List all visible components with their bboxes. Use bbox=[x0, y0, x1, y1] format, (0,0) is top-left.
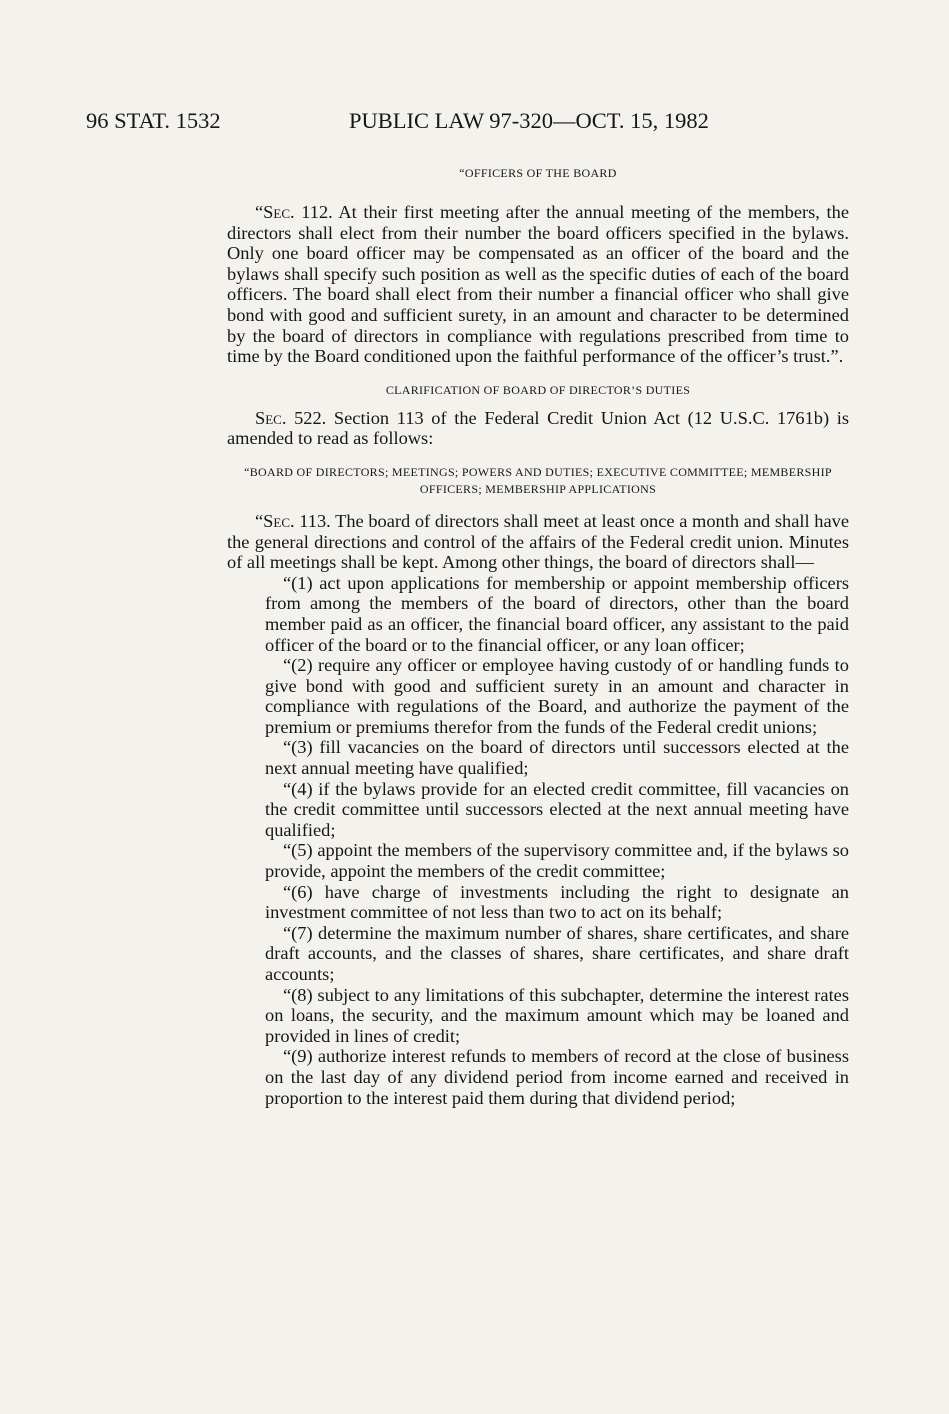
section-522-text: 522. Section 113 of the Federal Credit Union Act (12 U.S.C. 1761b) is amended to read as follows: bbox=[227, 407, 849, 449]
statute-citation: 96 STAT. 1532 bbox=[86, 108, 221, 133]
page-header bbox=[86, 108, 866, 142]
section-113-text: 113. The board of directors shall meet at least once a month and shall have the general directions and control of the affairs of the Federal credit union. Minutes of all meetings shall be kept. Among other things, the board of directors shall— bbox=[227, 510, 849, 573]
duty-item-5: “(5) appoint the members of the supervisory committee and, if the bylaws so provide, appoint the members of the credit committee; bbox=[265, 840, 849, 882]
section-112 bbox=[227, 202, 849, 367]
section-112-text: 112. At their first meeting after the annual meeting of the members, the directors shall elect from their number the board officers specified in the bylaws. Only one board officer may be compensated as an officer of the board and the bylaws shall specify such position as well as the specific duties of each of the board officers. The board shall elect from their number a financial officer who shall give bond with good and sufficient surety, in an amount and character to be determined by the board of directors in compliance with regulations prescribed from time to time by the Board conditioned upon the faithful performance of the officer’s trust.”. bbox=[227, 202, 849, 367]
duty-item-8: “(8) subject to any limitations of this subchapter, determine the interest rates on loans, the security, and the maximum amount which may be loaned and provided in lines of credit; bbox=[265, 984, 849, 1046]
duty-item-9: “(9) authorize interest refunds to members of record at the close of business on the last day of any dividend period from income earned and received in proportion to the interest paid them during that dividend period; bbox=[265, 1046, 849, 1108]
section-113 bbox=[227, 511, 849, 573]
board-of-directors-heading: “BOARD OF DIRECTORS; MEETINGS; POWERS AND DUTIES; EXECUTIVE COMMITTEE; MEMBERSHIP OFFICERS; MEMBERSHIP APPLICATIONS bbox=[244, 464, 832, 496]
main-text bbox=[227, 165, 849, 1108]
section-112-label: “Sec. bbox=[255, 202, 295, 222]
section-522 bbox=[227, 408, 849, 449]
duty-item-3: “(3) fill vacancies on the board of directors until successors elected at the next annual meeting have qualified; bbox=[265, 737, 849, 779]
duty-item-6: “(6) have charge of investments including the right to designate an investment committee of not less than two to act on its behalf; bbox=[265, 881, 849, 923]
duty-item-7: “(7) determine the maximum number of shares, share certificates, and share draft accounts, and the classes of shares, share certificates, and share draft accounts; bbox=[265, 922, 849, 984]
duty-item-4: “(4) if the bylaws provide for an elected credit committee, fill vacancies on the credit committee until successors elected at the next annual meeting have qualified; bbox=[265, 778, 849, 840]
duty-item-2: “(2) require any officer or employee having custody of or handling funds to give bond with good and sufficient surety in an amount and character in compliance with regulations of the Board, and authorize the payment of the premium or premiums therefor from the funds of the Federal credit unions; bbox=[265, 655, 849, 737]
section-113-label: “Sec. bbox=[255, 510, 295, 531]
officers-heading: “OFFICERS OF THE BOARD bbox=[459, 166, 617, 180]
duty-item-1: “(1) act upon applications for membership or appoint membership officers from among the members of the board of directors, other than the board member paid as an officer, the financial board officer, any assistant to the paid officer of the board or to the financial officer, or any loan officer; bbox=[265, 572, 849, 655]
clarification-heading: CLARIFICATION OF BOARD OF DIRECTOR’S DUTIES bbox=[385, 382, 691, 397]
section-522-label: Sec. bbox=[255, 407, 287, 428]
law-title: PUBLIC LAW 97-320—OCT. 15, 1982 bbox=[349, 108, 709, 133]
